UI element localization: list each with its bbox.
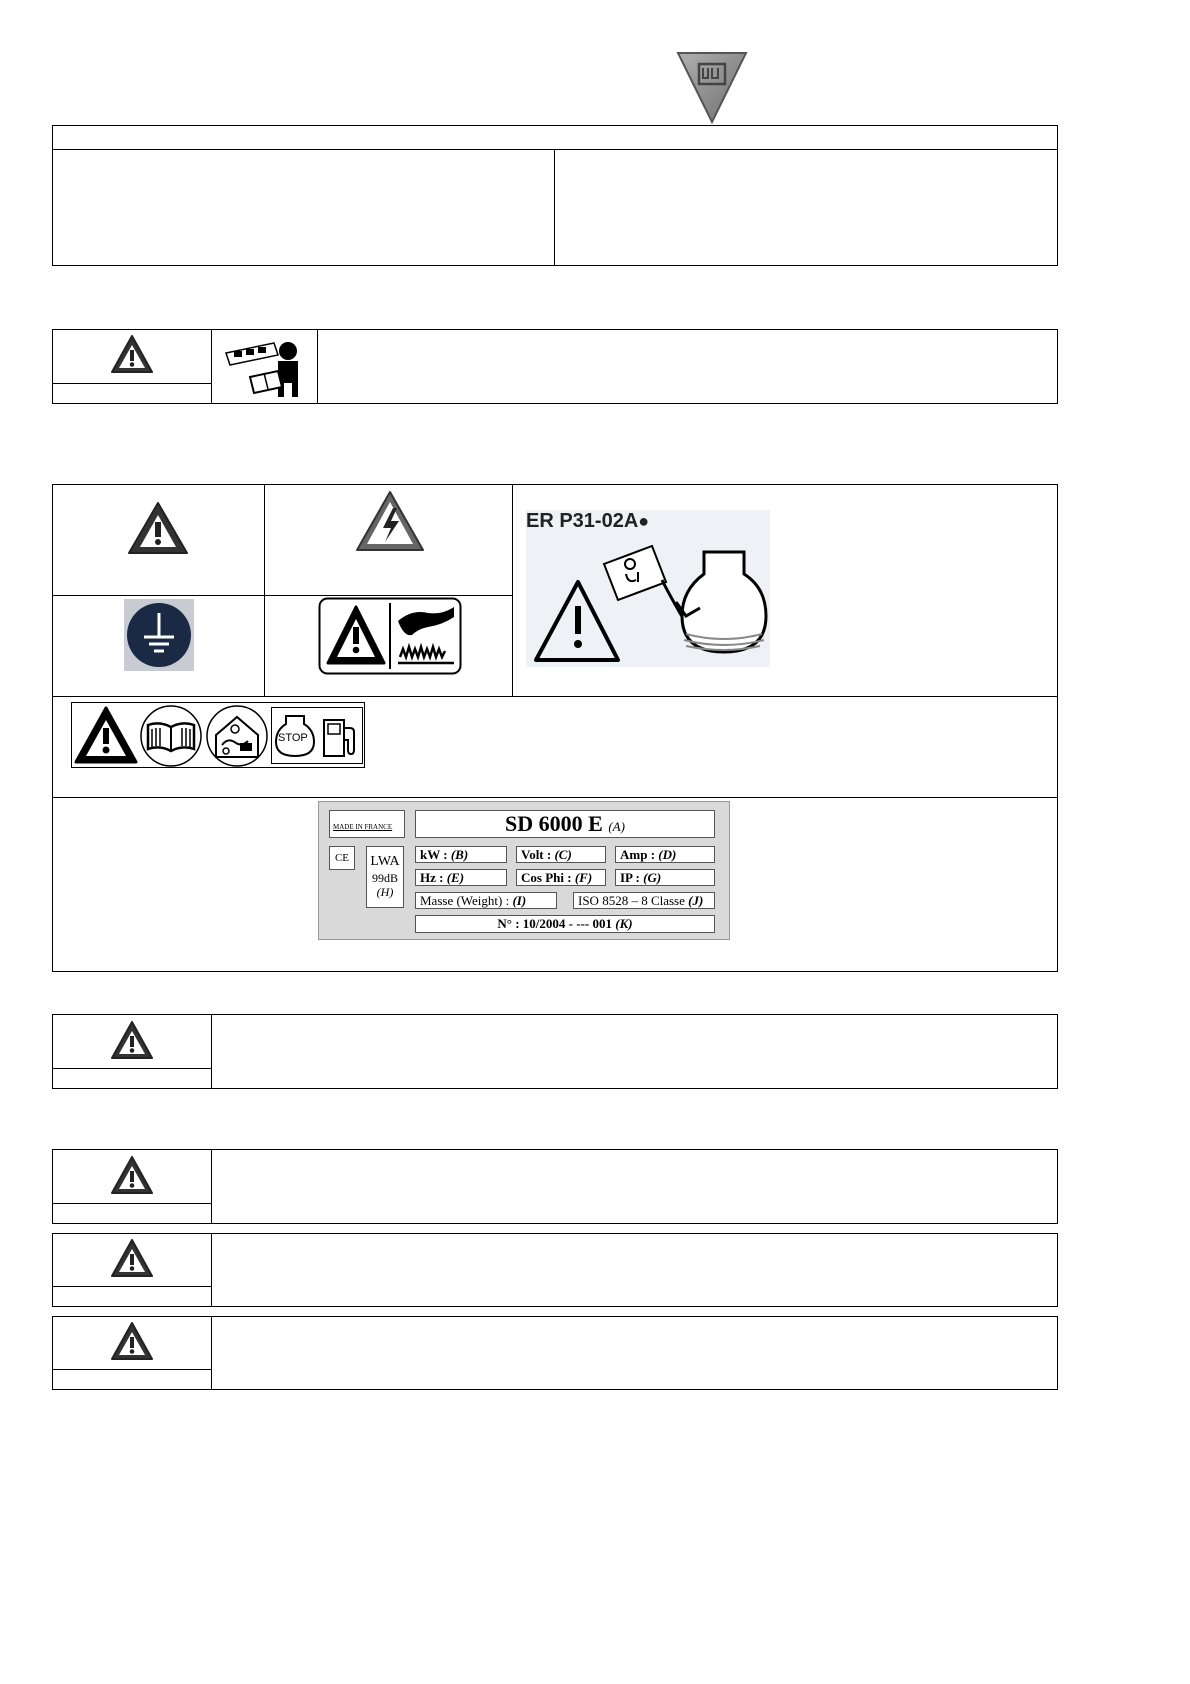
field-ip (615, 869, 715, 886)
model-name: SD 6000 E (505, 811, 603, 836)
er-label-code-text: ER P31-02A (526, 510, 639, 532)
warning-box-3 (52, 1233, 1058, 1307)
field-amp (615, 846, 715, 863)
field-weight-label: Masse (Weight) : (420, 893, 513, 908)
stop-refuel-icon (271, 707, 363, 764)
warning-box-1-label-line (52, 1068, 211, 1069)
warning-icon (110, 1238, 154, 1278)
field-iso-class-ref: (J) (688, 893, 704, 908)
field-iso-class (573, 892, 715, 909)
er-oil-label (526, 510, 770, 667)
field-volt (516, 846, 606, 863)
header-table-column-divider (554, 149, 555, 266)
field-amp-ref: (D) (658, 847, 677, 862)
rating-plate (318, 801, 730, 940)
instruction-box-divider-2 (317, 329, 318, 404)
er-label-code (526, 510, 649, 533)
warning-box-1-divider (211, 1014, 212, 1089)
warning-box-2-divider (211, 1149, 212, 1224)
field-hz (415, 869, 507, 886)
field-cos-phi-ref: (F) (574, 870, 593, 885)
warning-icon (127, 501, 189, 555)
ce-mark-box (329, 846, 355, 870)
warning-icon (110, 1020, 154, 1060)
made-in-france-box (329, 810, 405, 838)
labels-col-2 (512, 484, 513, 696)
toxic-fumes-ventilation-icon (204, 705, 270, 767)
field-weight-ref: (I) (512, 893, 527, 908)
warning-box-2-label-line (52, 1203, 211, 1204)
field-cos-phi (516, 869, 606, 886)
lwa-value: 99dB (371, 871, 398, 885)
warning-box-1 (52, 1014, 1058, 1089)
header-table (52, 125, 1058, 266)
serial-number-box (415, 915, 715, 933)
field-kw (415, 846, 507, 863)
warning-icon (74, 706, 138, 764)
field-ip-ref: (G) (643, 870, 662, 885)
read-manual-pictogram (216, 333, 314, 401)
field-cos-phi-label: Cos Phi : (521, 870, 575, 885)
pictogram-strip (71, 702, 365, 768)
field-weight (415, 892, 557, 909)
warning-icon (110, 1321, 154, 1361)
model-ref: (A) (608, 819, 625, 834)
field-ip-label: IP : (620, 870, 644, 885)
warning-box-3-divider (211, 1233, 212, 1307)
field-volt-ref: (C) (554, 847, 572, 862)
field-volt-label: Volt : (521, 847, 555, 862)
instruction-box-divider-1 (211, 329, 212, 404)
serial-number-ref: (K) (615, 916, 633, 931)
made-in-france-text: MADE IN FRANCE (333, 823, 393, 831)
company-logo (676, 50, 748, 124)
lwa-label: LWA (370, 854, 400, 869)
field-kw-label: kW : (420, 847, 451, 862)
warning-box-3-label-line (52, 1286, 211, 1287)
earth-ground-icon (124, 599, 194, 671)
labels-row-1 (52, 595, 512, 596)
labels-row-3 (52, 797, 1058, 798)
field-amp-label: Amp : (620, 847, 659, 862)
warning-box-4-label-line (52, 1369, 211, 1370)
instruction-box (52, 329, 1058, 404)
field-iso-class-label: ISO 8528 – 8 Classe (578, 893, 689, 908)
serial-number-label: N° : 10/2004 - --- 001 (497, 916, 616, 931)
warning-box-2 (52, 1149, 1058, 1224)
instruction-box-label-line (52, 383, 211, 384)
sound-power-box (366, 846, 404, 908)
warning-icon (110, 334, 154, 374)
warning-icon (110, 1155, 154, 1195)
field-hz-label: Hz : (420, 870, 447, 885)
read-manual-icon (138, 705, 204, 767)
lwa-ref: (H) (376, 885, 394, 899)
field-hz-ref: (E) (446, 870, 465, 885)
warning-box-4 (52, 1316, 1058, 1390)
oil-level-check-illustration (526, 538, 770, 667)
er-label-bullet: ● (638, 511, 650, 531)
labels-row-2 (52, 696, 1058, 697)
electric-hazard-icon (355, 490, 425, 552)
warning-box-4-divider (211, 1316, 212, 1390)
header-table-divider (52, 149, 1058, 150)
hot-surface-icon (318, 597, 462, 675)
labels-col-1 (264, 484, 265, 696)
field-kw-ref: (B) (450, 847, 469, 862)
stop-text: STOP (278, 732, 308, 744)
model-box (415, 810, 715, 838)
ce-mark-text: CE (334, 852, 350, 864)
